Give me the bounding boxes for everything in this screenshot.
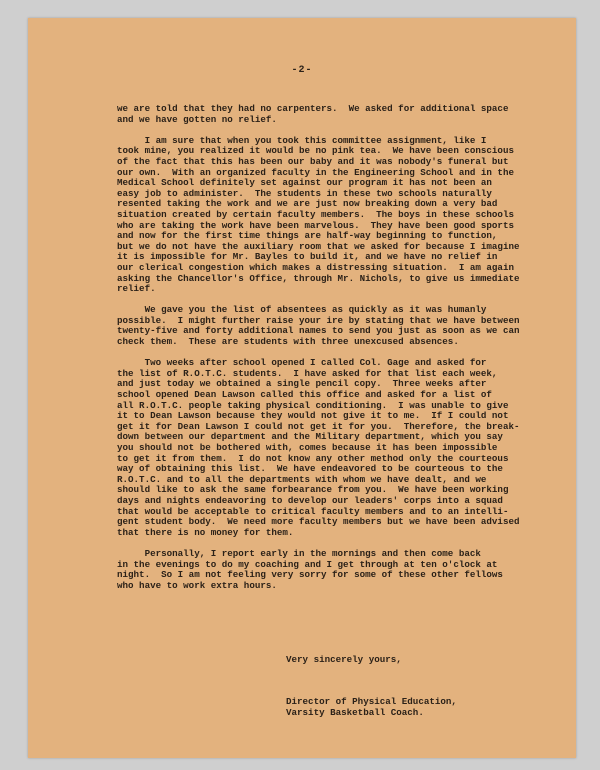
signature-line: Director of Physical Education, <box>286 696 457 707</box>
text-line: who have to work extra hours. <box>117 579 277 591</box>
text-line: all R.O.T.C. people taking physical conditioning. I was unable to give <box>117 399 509 411</box>
text-line: twenty-five and forty additional names to send you just as soon as we can <box>117 325 520 337</box>
paragraph <box>117 358 519 538</box>
text-line: Medical School definitely set against our program it has not been an <box>117 177 492 189</box>
paragraph <box>117 549 519 591</box>
text-line: but we do not have the auxiliary room that we asked for because I imagine <box>117 240 520 252</box>
text-line: get it for Dean Lawson I could not get it for you. Therefore, the break- <box>117 420 520 432</box>
text-line: took mine, you realized it would be no pink tea. We have been conscious <box>117 145 514 157</box>
signature-line: Varsity Basketball Coach. <box>286 706 424 718</box>
text-line: should like to ask the same forbearance from you. We have been working <box>117 484 509 496</box>
text-line: R.O.T.C. and to all the departments with whom we have dealt, and we <box>117 473 487 485</box>
text-line: and we have gotten no relief. <box>117 113 277 125</box>
text-line: and now for the first time things are half-way beginning to function, <box>117 230 498 242</box>
page-number: -2- <box>291 65 313 76</box>
paragraph <box>117 104 519 125</box>
text-line: way of obtaining this list. We have endeavored to be courteous to the <box>117 463 503 475</box>
text-line: that there is no money for them. <box>117 526 294 538</box>
text-line: school opened Dean Lawson called this office and asked for a list of <box>117 389 492 401</box>
text-line: situation created by certain faculty members. The boys in these schools <box>117 208 514 220</box>
letter-body <box>117 104 519 602</box>
text-line: check them. These are students with three unexcused absences. <box>117 336 459 348</box>
text-line: in the evenings to do my coaching and I get through at ten o'clock at <box>117 558 498 570</box>
text-line: and just today we obtained a single pencil copy. Three weeks after <box>117 378 487 390</box>
letter-page <box>28 18 576 758</box>
text-line: easy job to administer. The students in these two schools naturally <box>117 187 492 199</box>
signature-block <box>286 697 457 718</box>
text-line: it is impossible for Mr. Bayles to build it, and we have no relief in <box>117 251 498 263</box>
text-line: that would be acceptable to critical faculty members and to an intelli- <box>117 505 509 517</box>
text-line: asking the Chancellor's Office, through Mr. Nichols, to give us immediate <box>117 272 520 284</box>
text-line: Personally, I report early in the mornings and then come back <box>117 547 481 559</box>
text-line: who are taking the work have been marvelous. They have been good sports <box>117 219 514 231</box>
closing: Very sincerely yours, <box>286 654 402 665</box>
text-line: Two weeks after school opened I called Col. Gage and asked for <box>117 357 487 369</box>
text-line: we are told that they had no carpenters. We asked for additional space <box>117 103 509 114</box>
text-line: our clerical congestion which makes a distressing situation. I am again <box>117 261 514 273</box>
text-line: you should not be bothered with, comes because it has been impossible <box>117 442 498 453</box>
text-line: possible. I might further raise your ire by stating that we have between <box>117 314 520 326</box>
text-line: relief. <box>117 283 156 295</box>
text-line: resented taking the work and we are just now breaking down a very bad <box>117 198 498 210</box>
text-line: down between our department and the Military department, which you say <box>117 431 503 443</box>
paragraph <box>117 136 519 295</box>
text-line: of the fact that this has been our baby and it was nobody's funeral but <box>117 155 509 167</box>
paragraph <box>117 305 519 347</box>
text-line: night. So I am not feeling very sorry for some of these other fellows <box>117 569 503 581</box>
text-line: it to Dean Lawson because they would not give it to me. If I could not <box>117 410 509 422</box>
text-line: We gave you the list of absentees as quickly as it was humanly <box>117 304 487 316</box>
text-line: our own. With an organized faculty in the Engineering School and in the <box>117 166 514 178</box>
text-line: the list of R.O.T.C. students. I have asked for that list each week, <box>117 367 498 379</box>
text-line: gent student body. We need more faculty members but we have been advised <box>117 516 520 528</box>
text-line: days and nights endeavoring to develop our leaders' corps into a squad <box>117 494 503 506</box>
text-line: I am sure that when you took this committee assignment, like I <box>117 134 487 146</box>
text-line: to get it from them. I do not know any other method only the courteous <box>117 452 509 464</box>
